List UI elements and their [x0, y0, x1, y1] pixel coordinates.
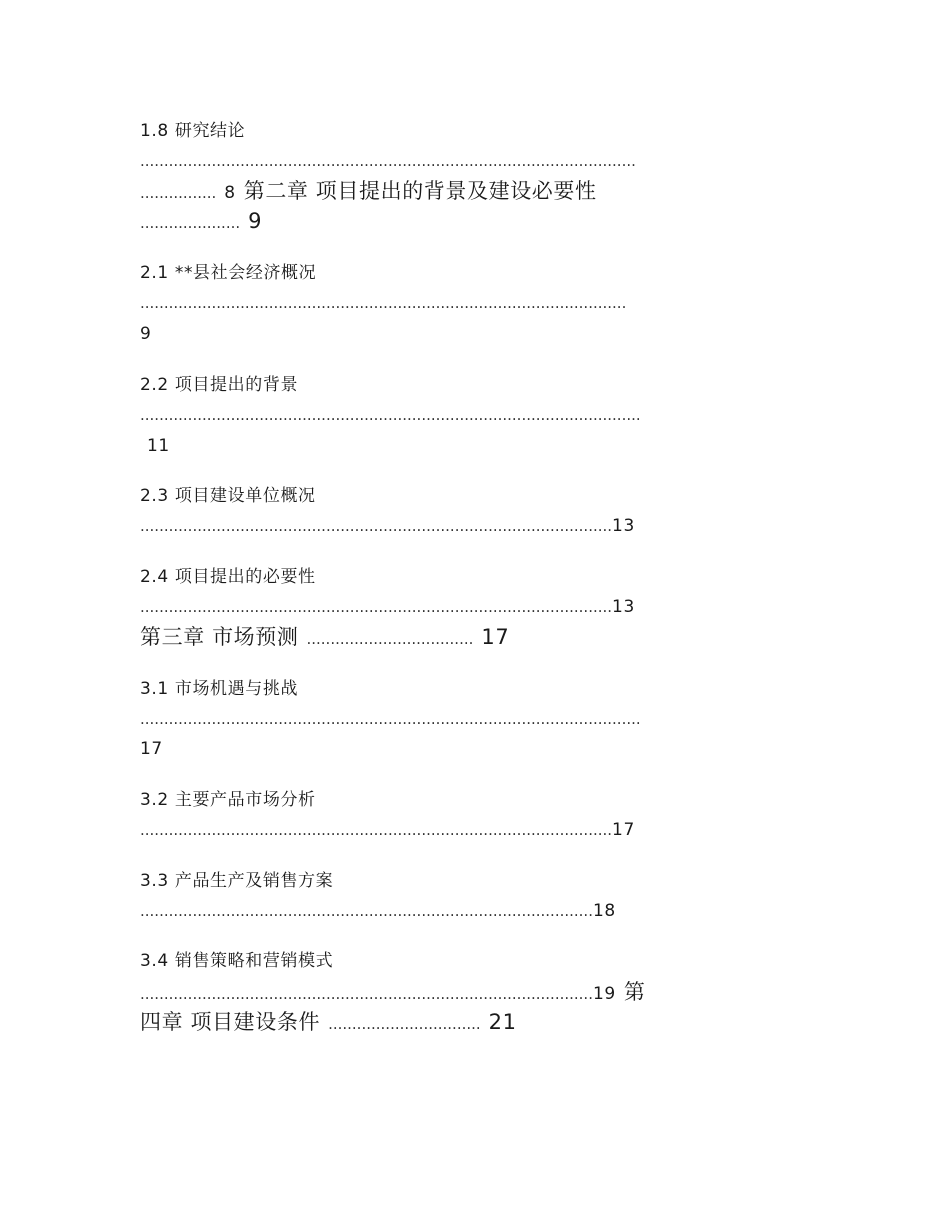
toc-line-ch2-page: ..................... 9: [140, 209, 263, 233]
toc-leader-2-1: ......................................................................................................: [140, 294, 627, 312]
toc-entry-3-4-page: 19: [592, 984, 616, 1004]
toc-entry-ch4-title[interactable]: 四章 项目建设条件: [140, 1010, 321, 1034]
toc-leader-1-8: ........................................................................................................: [140, 152, 636, 170]
toc-entry-3-1-title[interactable]: 3.1 市场机遇与挑战: [140, 679, 299, 699]
toc-entry-3-2-title[interactable]: 3.2 主要产品市场分析: [140, 790, 316, 810]
toc-entry-2-4-title[interactable]: 2.4 项目提出的必要性: [140, 567, 316, 587]
toc-entry-2-3-page: 13: [612, 516, 635, 536]
toc-line-ch3: 第三章 市场预测 ................................... 17: [140, 625, 510, 649]
toc-entry-2-2-page: 11: [147, 436, 170, 456]
toc-entry-2-1-page: 9: [140, 324, 152, 344]
toc-entry-ch2-page: 9: [248, 209, 263, 233]
toc-entry-ch4-title-first[interactable]: 第: [623, 980, 646, 1004]
toc-line-3-3: ...............................................................................................18: [140, 901, 616, 921]
toc-entry-3-2-page: 17: [612, 820, 635, 840]
toc-entry-ch2-title[interactable]: 第二章 项目提出的背景及建设必要性: [243, 179, 597, 203]
toc-line-ch4: 四章 项目建设条件 ................................ 21: [140, 1010, 517, 1034]
toc-entry-2-2-title[interactable]: 2.2 项目提出的背景: [140, 375, 299, 395]
toc-line-2-3: ...................................................................................................13: [140, 516, 635, 536]
toc-line-3-4: ...............................................................................................19 第: [140, 980, 646, 1004]
toc-line-2-4: ...................................................................................................13: [140, 597, 635, 617]
toc-entry-1-8-page: 8: [224, 183, 236, 203]
toc-entry-2-3-title[interactable]: 2.3 项目建设单位概况: [140, 486, 316, 506]
toc-entry-3-3-title[interactable]: 3.3 产品生产及销售方案: [140, 871, 334, 891]
toc-entry-2-1-title[interactable]: 2.1 **县社会经济概况: [140, 263, 317, 283]
toc-entry-ch4-page: 21: [488, 1010, 517, 1034]
toc-entry-3-1-page: 17: [140, 739, 163, 759]
toc-leader-2-2: .........................................................................................................: [140, 406, 641, 424]
toc-line-1-8-ch2: ................ 8 第二章 项目提出的背景及建设必要性: [140, 179, 597, 203]
toc-entry-ch3-page: 17: [481, 625, 510, 649]
toc-entry-3-3-page: 18: [592, 901, 616, 921]
toc-entry-2-4-page: 13: [612, 597, 635, 617]
toc-entry-ch3-title[interactable]: 第三章 市场预测: [140, 625, 299, 649]
toc-entry-1-8-title[interactable]: 1.8 研究结论: [140, 121, 246, 141]
toc-line-3-2: ...................................................................................................17: [140, 820, 635, 840]
toc-entry-3-4-title[interactable]: 3.4 销售策略和营销模式: [140, 951, 334, 971]
toc-leader-3-1: .........................................................................................................: [140, 710, 641, 728]
